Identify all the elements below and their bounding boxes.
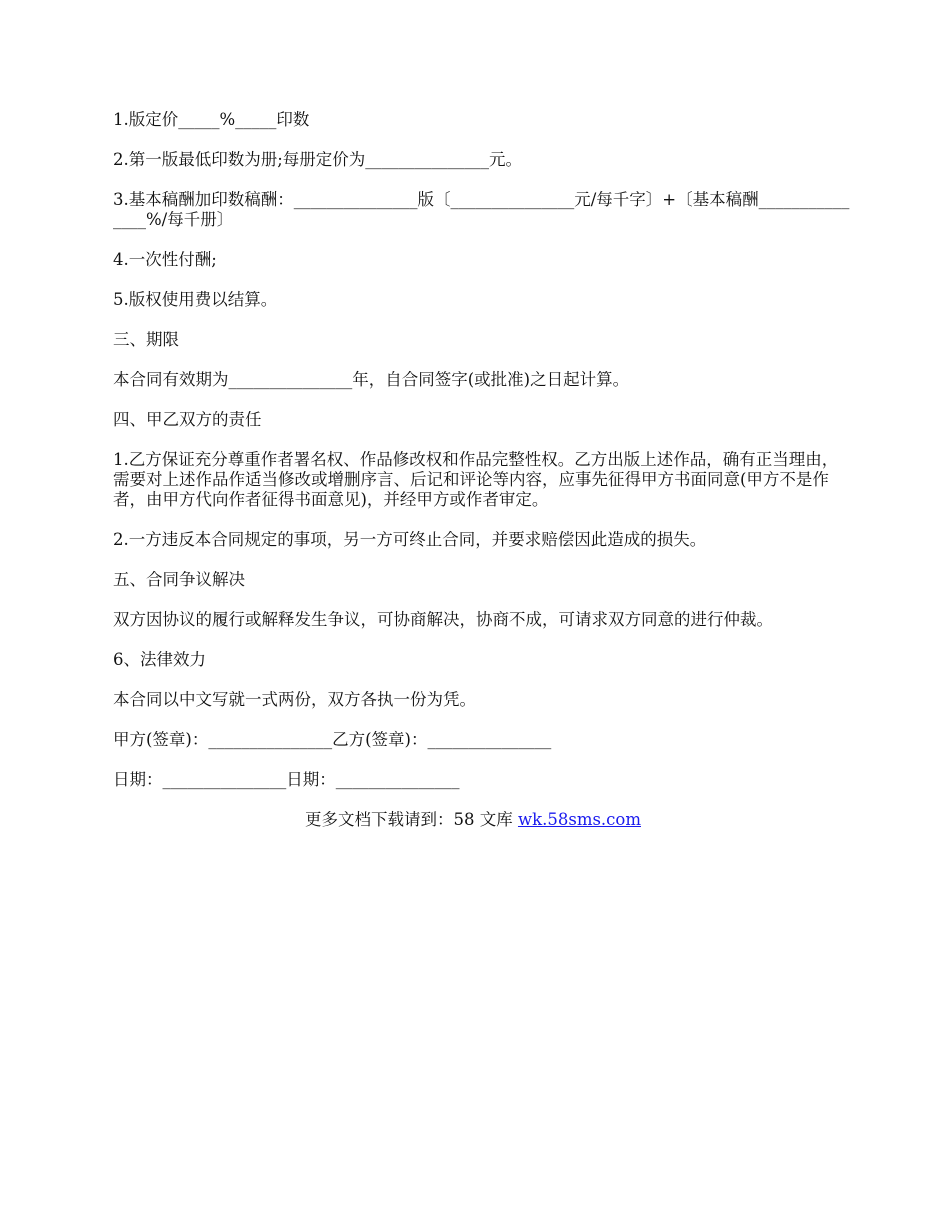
signature-line: 甲方(签章)：_______________乙方(签章)：_______________ bbox=[113, 730, 552, 749]
clause-5-settlement: 5.版权使用费以结算。 bbox=[113, 290, 278, 309]
responsibility-1: 1.乙方保证充分尊重作者署名权、作品修改权和作品完整性权。乙方出版上述作品，确有正当理由，需要对上述作品作适当修改或增删序言、后记和评论等内容，应事先征得甲方书面同意(甲方不是作者，由甲方代向作者征得书面意见)，并经甲方或作者审定。 bbox=[113, 450, 839, 509]
section-heading-validity: 6、法律效力 bbox=[113, 650, 206, 669]
date-line: 日期：_______________日期：_______________ bbox=[113, 770, 460, 789]
clause-4-lump-sum: 4.一次性付酬; bbox=[113, 250, 217, 269]
clause-3-royalty: 3.基本稿酬加印数稿酬：_______________版〔_______________元/每千字〕+〔基本稿酬_______________%/每千册〕 bbox=[113, 190, 850, 229]
clause-2-min-print: 2.第一版最低印数为册;每册定价为_______________元。 bbox=[113, 150, 523, 169]
footer-download-note bbox=[113, 810, 833, 830]
clause-1-pricing: 1.版定价_____%_____印数 bbox=[113, 110, 310, 129]
footer-link[interactable]: wk.58sms.com bbox=[517, 810, 641, 829]
section-heading-term: 三、期限 bbox=[113, 330, 179, 349]
section-heading-dispute: 五、合同争议解决 bbox=[113, 570, 245, 589]
footer-text: 更多文档下载请到：58 文库 bbox=[304, 810, 518, 829]
responsibility-2: 2.一方违反本合同规定的事项，另一方可终止合同，并要求赔偿因此造成的损失。 bbox=[113, 530, 707, 549]
term-paragraph: 本合同有效期为_______________年，自合同签字(或批准)之日起计算。 bbox=[113, 370, 630, 389]
section-heading-responsibilities: 四、甲乙双方的责任 bbox=[113, 410, 262, 429]
validity-paragraph: 本合同以中文写就一式两份，双方各执一份为凭。 bbox=[113, 690, 476, 709]
dispute-paragraph: 双方因协议的履行或解释发生争议，可协商解决，协商不成，可请求双方同意的进行仲裁。 bbox=[113, 610, 773, 629]
document-page bbox=[113, 110, 853, 830]
